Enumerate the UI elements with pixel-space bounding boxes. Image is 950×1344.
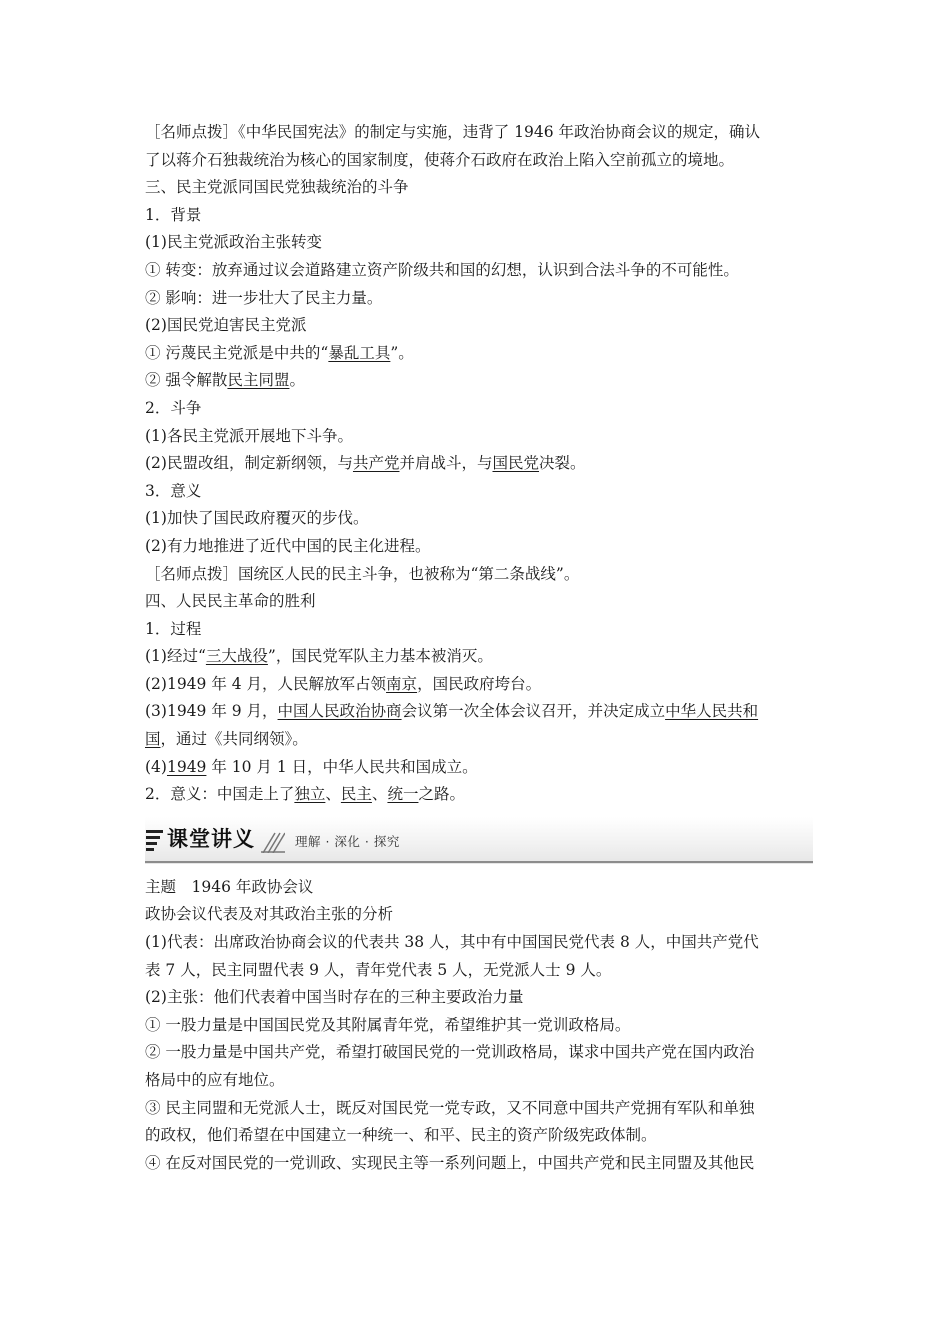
- teacher-tip-cont: 了以蒋介石独裁统治为核心的国家制度，使蒋介石政府在政治上陷入空前孤立的境地。: [145, 150, 735, 169]
- point: (1)民主党派政治主张转变: [145, 233, 322, 252]
- key-term: 民主同盟: [227, 371, 290, 390]
- stripes-icon: [146, 829, 164, 851]
- section-heading-4: 四、人民民主革命的胜利: [145, 592, 316, 611]
- document-page: [145, 119, 813, 1177]
- key-term: 中国人民政治协商: [277, 702, 402, 721]
- point: (2)国民党迫害民主党派: [145, 316, 307, 335]
- text: 会议第一次全体会议召开，并决定成立: [401, 702, 666, 721]
- key-term: 三大战役: [205, 647, 268, 666]
- topic-heading: 主题 1946 年政协会议: [145, 877, 314, 896]
- text: 、: [371, 785, 388, 804]
- text: ，通过《共同纲领》。: [160, 730, 308, 749]
- text: ② 强令解散: [145, 371, 228, 390]
- subheading-significance: 3．意义: [145, 481, 202, 500]
- subheading-meaning: [145, 781, 813, 809]
- text: 2．意义：中国走上了: [145, 785, 295, 804]
- banner-title: 课堂讲义: [167, 826, 255, 851]
- point: [145, 698, 813, 726]
- text: 、: [325, 785, 341, 804]
- section-heading-3: 三、民主党派同国民党独裁统治的斗争: [145, 178, 409, 197]
- text: 并肩战斗，与: [399, 454, 493, 473]
- text: (1)经过“: [145, 647, 206, 666]
- point: ④ 在反对国民党的一党训政、实现民主等一系列问题上，中国共产党和民主同盟及其他民: [145, 1153, 755, 1172]
- point: [145, 367, 813, 395]
- text: 年 10 月 1 日，中华人民共和国成立。: [206, 757, 478, 776]
- point: ① 一股力量是中国国民党及其附属青年党，希望维护其一党训政格局。: [145, 1015, 631, 1034]
- key-term: 1949: [166, 757, 207, 776]
- text: 之路。: [418, 785, 465, 804]
- text: 。: [289, 371, 305, 390]
- text: ”。: [390, 343, 414, 362]
- key-term: 南京: [386, 674, 418, 693]
- key-term: 民主: [340, 785, 372, 804]
- key-term: 独立: [294, 785, 326, 804]
- text: (2)1949 年 4 月，人民解放军占领: [145, 674, 387, 693]
- text: ”，国民党军队主力基本被消灭。: [267, 647, 493, 666]
- teacher-tip: ［名师点拨］国统区人民的民主斗争，也被称为“第二条战线”。: [145, 564, 580, 583]
- point: (2)有力地推进了近代中国的民主化进程。: [145, 536, 431, 555]
- diagonal-stripes-icon: [261, 831, 285, 853]
- point: [145, 340, 813, 368]
- key-term: 国民党: [492, 454, 540, 473]
- subheading-struggle: 2．斗争: [145, 398, 202, 417]
- key-term: 中华人民共和: [665, 702, 759, 721]
- point: [145, 671, 813, 699]
- point: ③ 民主同盟和无党派人士，既反对国民党一党专政，又不同意中国共产党拥有军队和单独: [145, 1098, 755, 1117]
- key-term: 统一: [387, 785, 419, 804]
- text: ，国民政府垮台。: [417, 674, 542, 693]
- text: (4): [145, 757, 167, 776]
- banner-rule: [145, 861, 813, 863]
- key-term: 国: [145, 730, 161, 749]
- subheading-background: 1．背景: [145, 205, 202, 224]
- point-cont: 表 7 人，民主同盟代表 9 人，青年党代表 5 人，无党派人士 9 人。: [145, 960, 612, 979]
- point: (1)代表：出席政治协商会议的代表共 38 人，其中有中国国民党代表 8 人，中国共产党代: [145, 933, 759, 952]
- point: [145, 754, 813, 782]
- point: ② 一股力量是中国共产党，希望打破国民党的一党训政格局，谋求中国共产党在国内政治: [145, 1043, 755, 1062]
- text: (3)1949 年 9 月，: [145, 702, 278, 721]
- section-banner: [145, 817, 813, 864]
- text: 决裂。: [539, 454, 586, 473]
- point-cont: [145, 726, 813, 754]
- point: (2)主张：他们代表着中国当时存在的三种主要政治力量: [145, 988, 524, 1007]
- key-term: 暴乱工具: [328, 343, 391, 362]
- point: ② 影响：进一步壮大了民主力量。: [145, 288, 383, 307]
- point: (1)各民主党派开展地下斗争。: [145, 426, 353, 445]
- text: (2)民盟改组，制定新纲领，与: [145, 454, 353, 473]
- point: [145, 450, 813, 478]
- subheading-process: 1．过程: [145, 619, 202, 638]
- point-cont: 的政权，他们希望在中国建立一种统一、和平、民主的资产阶级宪政体制。: [145, 1126, 657, 1145]
- text: ① 污蔑民主党派是中共的“: [145, 343, 329, 362]
- teacher-tip: ［名师点拨］《中华民国宪法》的制定与实施，违背了 1946 年政治协商会议的规定，确认: [145, 123, 761, 141]
- analysis-heading: 政协会议代表及对其政治主张的分析: [145, 905, 394, 924]
- point: (1)加快了国民政府覆灭的步伐。: [145, 509, 369, 528]
- point: [145, 643, 813, 671]
- point: ① 转变：放弃通过议会道路建立资产阶级共和国的幻想，认识到合法斗争的不可能性。: [145, 260, 739, 279]
- key-term: 共产党: [352, 454, 400, 473]
- point-cont: 格局中的应有地位。: [145, 1071, 285, 1089]
- banner-subtitle: 理解 · 深化 · 探究: [295, 833, 400, 849]
